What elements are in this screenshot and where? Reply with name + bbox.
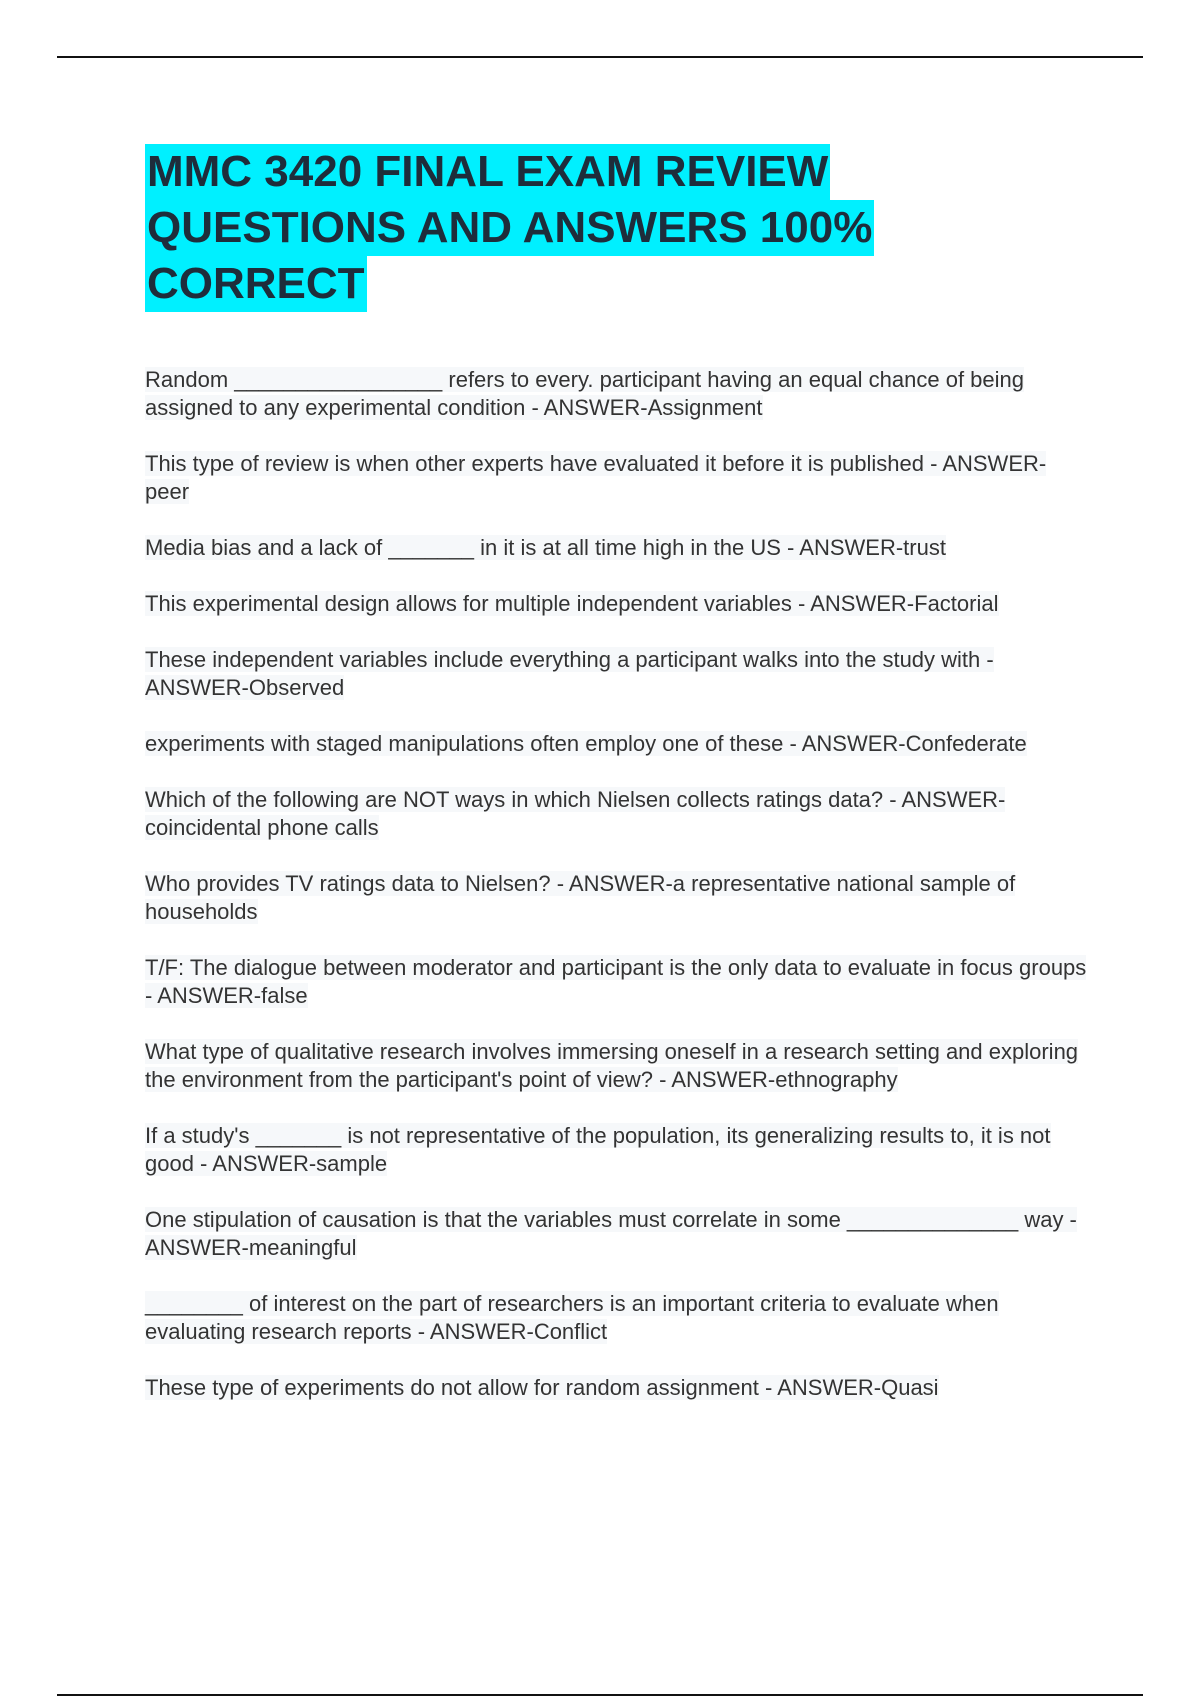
qa-item <box>145 646 1090 702</box>
top-rule <box>57 56 1143 58</box>
qa-text: This type of review is when other experts have evaluated it before it is published - ANSWER-peer <box>145 451 1047 504</box>
qa-text: experiments with staged manipulations often employ one of these - ANSWER-Confederate <box>145 731 1027 756</box>
qa-item <box>145 1206 1090 1262</box>
qa-text: T/F: The dialogue between moderator and participant is the only data to evaluate in focus groups - ANSWER-false <box>145 955 1087 1008</box>
qa-item <box>145 1038 1090 1094</box>
qa-item <box>145 730 1090 758</box>
qa-text: Media bias and a lack of _______ in it is at all time high in the US - ANSWER-trust <box>145 535 946 560</box>
qa-item <box>145 1290 1090 1346</box>
qa-text: These independent variables include everything a participant walks into the study with - ANSWER-Observed <box>145 647 994 700</box>
document-body <box>145 144 1090 1430</box>
qa-text: What type of qualitative research involves immersing oneself in a research setting and exploring the environment from the participant's point of view? - ANSWER-ethnography <box>145 1039 1079 1092</box>
title-line: MMC 3420 FINAL EXAM REVIEW <box>145 144 830 200</box>
document-title <box>145 144 945 312</box>
qa-text: This experimental design allows for multiple independent variables - ANSWER-Factorial <box>145 591 999 616</box>
qa-list <box>145 366 1090 1402</box>
qa-item <box>145 534 1090 562</box>
qa-text: These type of experiments do not allow for random assignment - ANSWER-Quasi <box>145 1375 939 1400</box>
qa-item <box>145 590 1090 618</box>
qa-text: One stipulation of causation is that the variables must correlate in some ______________ way - ANSWER-meaningful <box>145 1207 1077 1260</box>
qa-item <box>145 450 1090 506</box>
qa-text: If a study's _______ is not representative of the population, its generalizing results to, it is not good - ANSWER-sample <box>145 1123 1051 1176</box>
qa-item <box>145 870 1090 926</box>
qa-item <box>145 1374 1090 1402</box>
title-line: QUESTIONS AND ANSWERS 100% <box>145 200 874 256</box>
qa-item <box>145 954 1090 1010</box>
qa-item <box>145 786 1090 842</box>
qa-text: Who provides TV ratings data to Nielsen? - ANSWER-a representative national sample of households <box>145 871 1016 924</box>
qa-item <box>145 366 1090 422</box>
qa-text: Which of the following are NOT ways in which Nielsen collects ratings data? - ANSWER-coincidental phone calls <box>145 787 1006 840</box>
bottom-rule <box>57 1694 1143 1696</box>
title-line: CORRECT <box>145 256 367 312</box>
qa-item <box>145 1122 1090 1178</box>
qa-text: Random _________________ refers to every. participant having an equal chance of being assigned to any experimental condition - ANSWER-Assignment <box>145 367 1025 420</box>
qa-text: ________ of interest on the part of researchers is an important criteria to evaluate when evaluating research reports - ANSWER-Conflict <box>145 1291 999 1344</box>
